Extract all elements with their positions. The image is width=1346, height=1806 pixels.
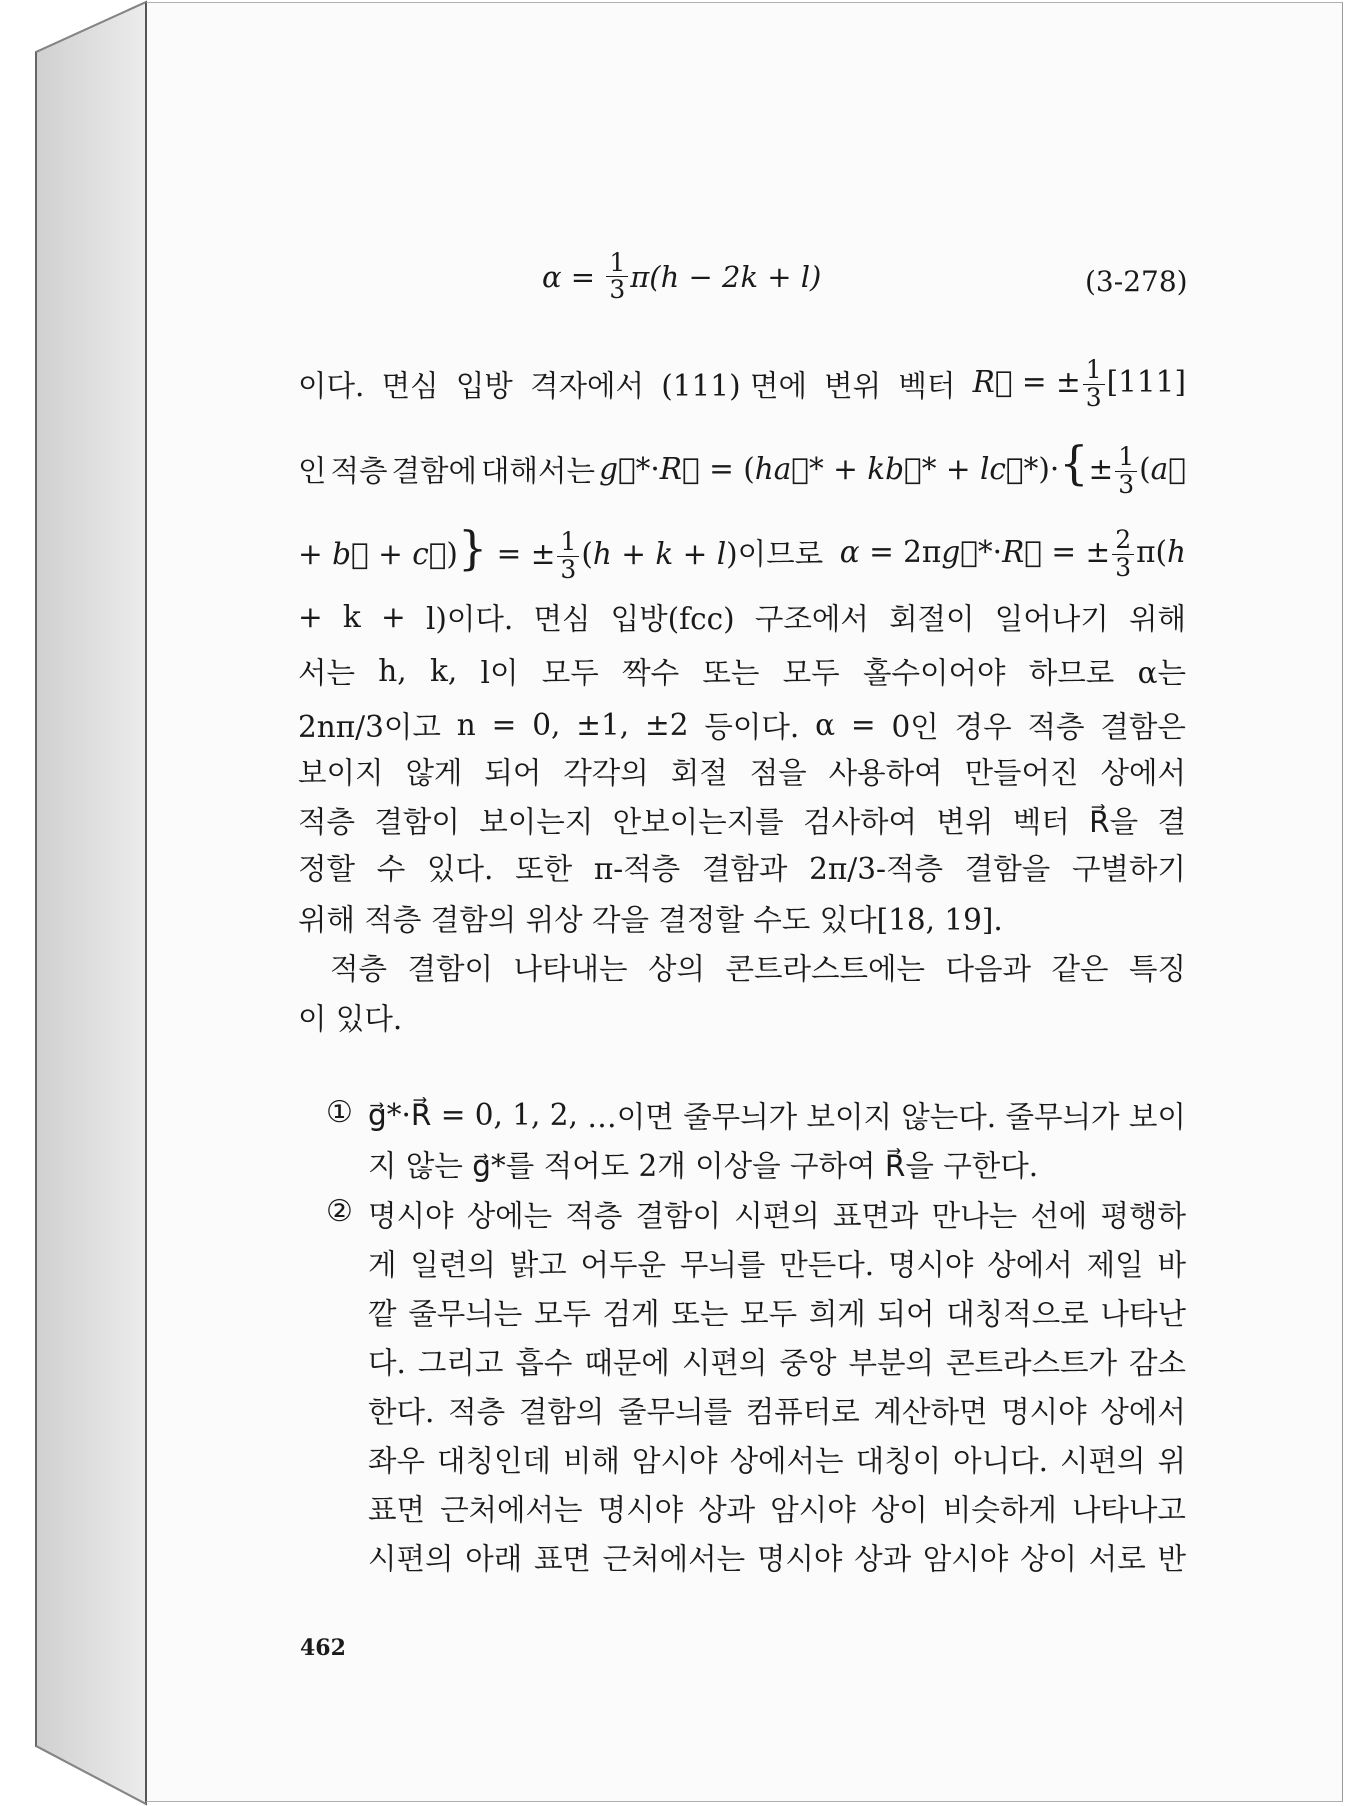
list-item-line: 명시야 상에는 적층 결함이 시편의 표면과 만나는 선에 평행하 bbox=[368, 1199, 1186, 1233]
paragraph-line: 서는 h, k, l이 모두 짝수 또는 모두 홀수이어야 하므로 α는 bbox=[298, 654, 1186, 690]
list-item-line: 깥 줄무늬는 모두 검게 또는 모두 희게 되어 대칭적으로 나타난 bbox=[368, 1297, 1186, 1331]
paragraph-line: 적층 결함이 보이는지 안보이는지를 검사하여 변위 벡터 R⃗을 결 bbox=[298, 805, 1186, 839]
list-item-line: 좌우 대칭인데 비해 암시야 상에서는 대칭이 아니다. 시편의 위 bbox=[368, 1444, 1186, 1478]
equation-number: (3-278) bbox=[1085, 265, 1188, 298]
list-item-line: 표면 근처에서는 명시야 상과 암시야 상이 비슷하게 나타나고 bbox=[368, 1493, 1186, 1527]
main-equation: α = $\frac{1}{3}$ π(h − 2k + l) bbox=[542, 248, 822, 305]
paragraph-line: 적층 결함이 나타내는 상의 콘트라스트에는 다음과 같은 특징 bbox=[330, 952, 1186, 986]
list-item-line: 게 일련의 밝고 어두운 무늬를 만든다. 명시야 상에서 제일 바 bbox=[368, 1248, 1186, 1282]
list-item-line: 한다. 적층 결함의 줄무늬를 컴퓨터로 계산하면 명시야 상에서 bbox=[368, 1395, 1186, 1429]
paragraph-line: 이 있다. bbox=[298, 1002, 403, 1036]
list-item-line: 시편의 아래 표면 근처에서는 명시야 상과 암시야 상이 서로 반 bbox=[368, 1542, 1186, 1576]
paragraph-line: 보이지 않게 되어 각각의 회절 점을 사용하여 만들어진 상에서 bbox=[298, 756, 1186, 790]
book-spine-edge bbox=[0, 0, 150, 1806]
list-item-line: g⃗*·R⃗ = 0, 1, 2, …이면 줄무늬가 보이지 않는다. 줄무늬가 보이 bbox=[368, 1098, 1186, 1134]
paragraph-line: 정할 수 있다. 또한 π-적층 결함과 2π/3-적층 결함을 구별하기 bbox=[298, 852, 1186, 886]
list-marker: ② bbox=[326, 1194, 353, 1229]
paragraph-line: + k + l)이다. 면심 입방(fcc) 구조에서 회절이 일어나기 위해 bbox=[298, 600, 1186, 636]
paragraph-line: 위해 적층 결함의 위상 각을 결정할 수도 있다[18, 19]. bbox=[298, 903, 1003, 937]
paragraph-line: 이다. 면심 입방 격자에서 (111) 면에 변위 벡터 R⃗ = ± $\frac{1}{3}$ [111] bbox=[298, 355, 1186, 412]
paragraph-line: + b⃗ + c⃗)} = ± $\frac{1}{3}$ (h + k + l)이므로 α = 2πg⃗*·R⃗ = ± $\frac{2}{3}$ π(h bbox=[298, 521, 1186, 584]
page-number: 462 bbox=[300, 1635, 346, 1661]
paragraph-line: 2nπ/3이고 n = 0, ±1, ±2 등이다. α = 0인 경우 적층 결함은 bbox=[298, 708, 1186, 744]
list-marker: ① bbox=[326, 1095, 353, 1130]
list-item-line: 다. 그리고 흡수 때문에 시편의 중앙 부분의 콘트라스트가 감소 bbox=[368, 1346, 1186, 1380]
paragraph-line: 인 적층 결함에 대해서는 g⃗*·R⃗ = (ha⃗* + kb⃗* + lc⃗*)·{± $\frac{1}{3}$ (a⃗ bbox=[298, 436, 1186, 499]
list-item-line: 지 않는 g⃗*를 적어도 2개 이상을 구하여 R⃗을 구한다. bbox=[368, 1149, 1039, 1183]
